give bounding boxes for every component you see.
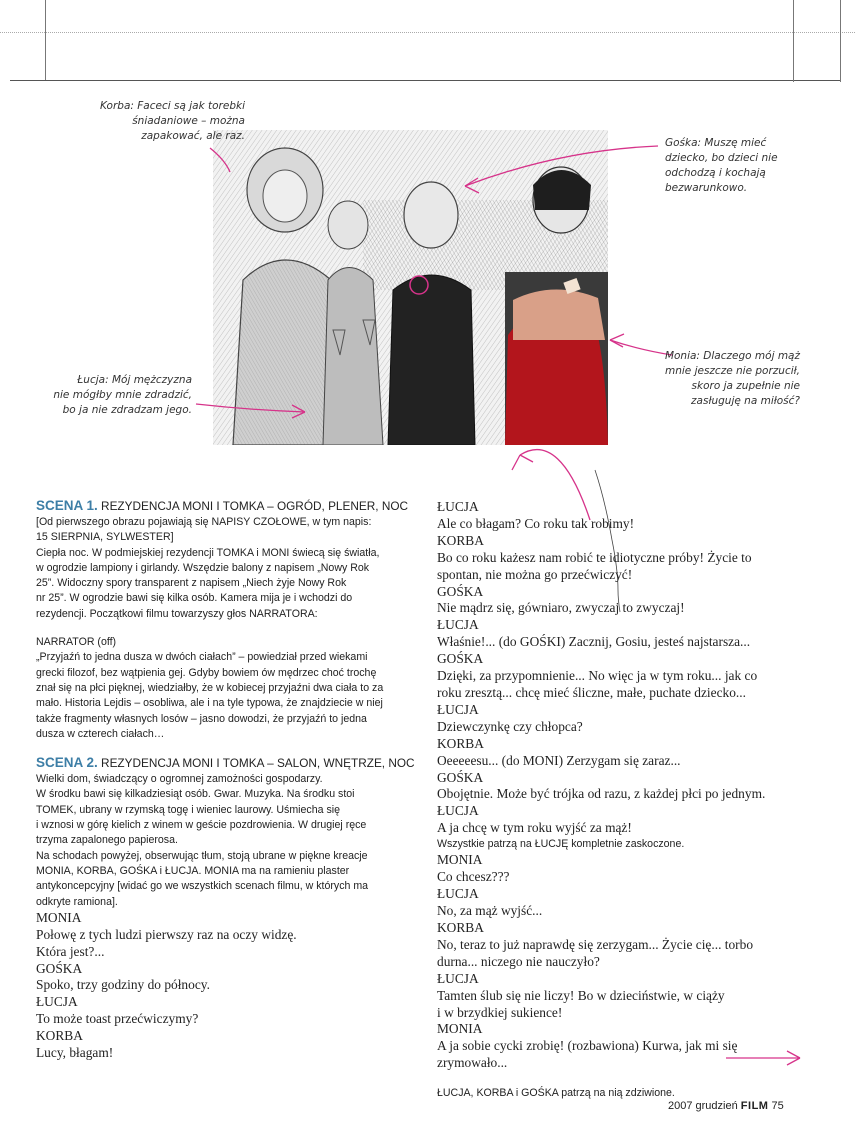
caption-lucja [30,373,192,418]
caption-line: skoro ja zupełnie nie [691,380,800,392]
caption-line: bo ja nie zdradzam jego. [62,404,192,416]
caption-line: Gośka: Muszę mieć [665,137,767,149]
text-line: TOMEK, ubrany w rzymską togę i wieniec laurowy. Uśmiecha się [36,803,340,816]
scene1-title: REZYDENCJA MONI I TOMKA – OGRÓD, PLENER, NOC [97,499,409,513]
text-line: znał się na płci pięknej, wiedziałby, że w kobiecej przyjaźni dwa ciała to za [36,681,384,694]
text-line: W środku bawi się kilkadziesiąt osób. Gwar. Muzyka. Na środku stoi [36,788,355,801]
dialogue-line: No, teraz to już naprawdę się zerzygam... Życie cię... torbo [437,936,754,952]
speaker-name: KORBA [36,1028,83,1044]
dialogue-line: zrymowało... [437,1055,508,1071]
dialogue-line: ŁUCJA [437,701,479,717]
right-column [437,499,807,1102]
left-column [36,497,415,1062]
dialogue-line: ŁUCJA [437,803,479,819]
dialogue-line: spontan, nie można go przećwiczyć! [437,566,633,582]
scene2-description [36,772,396,910]
dialogue-line: Spoko, trzy godziny do północy. [36,977,210,993]
scene2-heading [36,754,415,772]
text-line: nr 25”. W ogrodzie bawi się kilka osób. Kamera mija je i wchodzi do [36,592,353,605]
dialogue-line: Która jest?... [36,943,105,959]
caption-line: Łucja: Mój mężczyzna [77,374,192,386]
caption-line: odchodzą i kochają [665,167,766,179]
dialogue-line: MONIA [437,852,483,868]
goska-arrow [465,146,658,186]
right-dialogue [437,499,807,1072]
text-line: odkryte ramiona]. [36,895,118,908]
dialogue-line: ŁUCJA [437,970,479,986]
caption-line: Korba: Faceci są jak torebki [100,100,245,112]
text-line: mało. Historia Lejdis – osobliwa, ale i na tyle typowa, że znajdziecie w niej [36,697,383,710]
page-number: 75 [771,1100,784,1112]
text-line: MONIA, KORBA, GOŚKA i ŁUCJA. MONIA ma na ramieniu plaster [36,864,350,877]
dialogue-line: Co chcesz??? [437,869,510,885]
text-line: Wielki dom, świadczący o ogromnej zamożności gospodarzy. [36,773,323,786]
dialogue-line: ŁUCJA [437,617,479,633]
dialogue-line: A ja chcę w tym roku wyjść za mąż! [437,820,632,836]
text-line: w ogrodzie lampiony i girlandy. Wszędzie balony z napisem „Nowy Rok [36,561,370,574]
text-line: 25”. Widoczny spory transparent z napisem „Niech żyje Nowy Rok [36,577,347,590]
stage-direction: Wszystkie patrzą na ŁUCJĘ kompletnie zaskoczone. [437,838,685,851]
page-footer [668,1100,784,1112]
dialogue-line: Dzięki, za przypomnienie... No więc ja w tym roku... jak co [437,668,758,684]
text-line: NARRATOR (off) [36,636,117,649]
scene1-heading [36,497,409,515]
footer-date: 2007 grudzień [668,1100,738,1112]
caption-line: śniadaniowe – można [132,115,245,127]
text-line: [Od pierwszego obrazu pojawiają się NAPISY CZOŁOWE, w tym napis: [36,516,372,528]
caption-korba [95,99,245,144]
dialogue-line: i w brzydkiej sukience! [437,1004,563,1020]
speaker-name: GOŚKA [36,960,83,976]
dialogue-line: KORBA [437,735,484,751]
dialogue-line: Ale co błagam? Co roku tak robimy! [437,515,635,531]
dialogue-line: Dziewczynkę czy chłopca? [437,718,583,734]
dialogue-line: ŁUCJA [437,499,479,514]
caption-line: mnie jeszcze nie porzucił, [664,365,800,377]
scene1-description [36,515,396,622]
text-line: Na schodach powyżej, obserwując tłum, stoją ubrane w piękne kreacje [36,849,368,862]
dialogue-line: KORBA [437,920,484,936]
caption-line: bezwarunkowo. [665,182,748,194]
dialogue-line: To może toast przećwiczymy? [36,1011,199,1027]
caption-line: zasługuję na miłość? [691,395,800,407]
dialogue-line: GOŚKA [437,769,484,785]
dialogue-line: GOŚKA [437,651,484,667]
closing-direction: ŁUCJA, KORBA i GOŚKA patrzą na nią zdziwione. [437,1087,675,1100]
caption-line: Monia: Dlaczego mój mąż [664,350,800,362]
text-line: dusza w czterech ciałach… [36,727,165,740]
dialogue-line: roku zresztą... chcę mieć śliczne, małe, puchate dziecko... [437,684,746,700]
caption-line: dziecko, bo dzieci nie [665,152,778,164]
speaker-name: MONIA [36,909,82,925]
text-line: i wznosi w górę kielich z winem w geście pozdrowienia. W drugiej ręce [36,819,367,832]
dialogue-line: A ja sobie cycki zrobię! (rozbawiona) Kurwa, jak mi się [437,1038,738,1054]
dialogue-line: durna... niczego nie nauczyło? [437,953,600,969]
text-line: Ciepła noc. W podmiejskiej rezydencji TOMKA i MONI świecą się światła, [36,546,380,559]
text-line: także fragmenty własnych losów – jasno dowodzi, że przyjaźń to jedna [36,712,367,725]
text-line: rezydencji. Początkowi filmu towarzyszy głos NARRATORA: [36,607,318,620]
footer-brand: FILM [740,1100,769,1112]
dialogue-line: Połowę z tych ludzi pierwszy raz na oczy widzę. [36,926,297,942]
text-line: „Przyjaźń to jedna dusza w dwóch ciałach” – powiedział przed wiekami [36,651,368,664]
text-line: 15 SIERPNIA, SYLWESTER] [36,531,174,544]
dialogue-line: Obojętnie. Może być trójka od razu, z każdej płci po jednym. [437,786,766,802]
scene2-dialogue [36,910,396,1062]
caption-monia [640,349,800,409]
caption-line: nie mógłby mnie zdradzić, [53,389,192,401]
narrator-block [36,635,396,742]
dialogue-line: MONIA [437,1021,483,1037]
scene2-title: REZYDENCJA MONI I TOMKA – SALON, WNĘTRZE, NOC [97,756,415,771]
korba-arrow [210,148,230,172]
caption-line: zapakować, ale raz. [141,130,245,142]
dialogue-line: GOŚKA [437,583,484,599]
scene2-label: SCENA 2. [36,755,98,771]
dialogue-line: Lucy, błagam! [36,1045,114,1061]
dialogue-line: Tamten ślub się nie liczy! Bo w dzieciństwie, w ciąży [437,987,725,1003]
caption-goska [665,136,845,196]
dialogue-line: Oeeeeesu... (do MONI) Zerzygam się zaraz... [437,752,681,768]
speaker-name: ŁUCJA [36,994,78,1010]
text-line: grecki filozof, bez wątpienia gej. Gdyby bowiem ów mędrzec choć trochę [36,666,377,679]
dialogue-line: Bo co roku każesz nam robić te idiotyczne próby! Życie to [437,549,752,565]
lucja-arrow [196,404,305,412]
scene1-label: SCENA 1. [36,498,98,513]
dialogue-line: KORBA [437,532,484,548]
dialogue-line: Właśnie!... (do GOŚKI) Zacznij, Gosiu, jesteś najstarsza... [437,634,751,650]
text-line: trzyma zapalonego papierosa. [36,834,178,847]
text-line: antykoncepcyjny [widać go we wszystkich scenach filmu, w których ma [36,880,369,893]
dialogue-line: ŁUCJA [437,886,479,902]
dialogue-line: Nie mądrz się, gówniaro, zwyczaj to zwyczaj! [437,600,685,616]
dialogue-line: No, za mąż wyjść... [437,903,543,919]
